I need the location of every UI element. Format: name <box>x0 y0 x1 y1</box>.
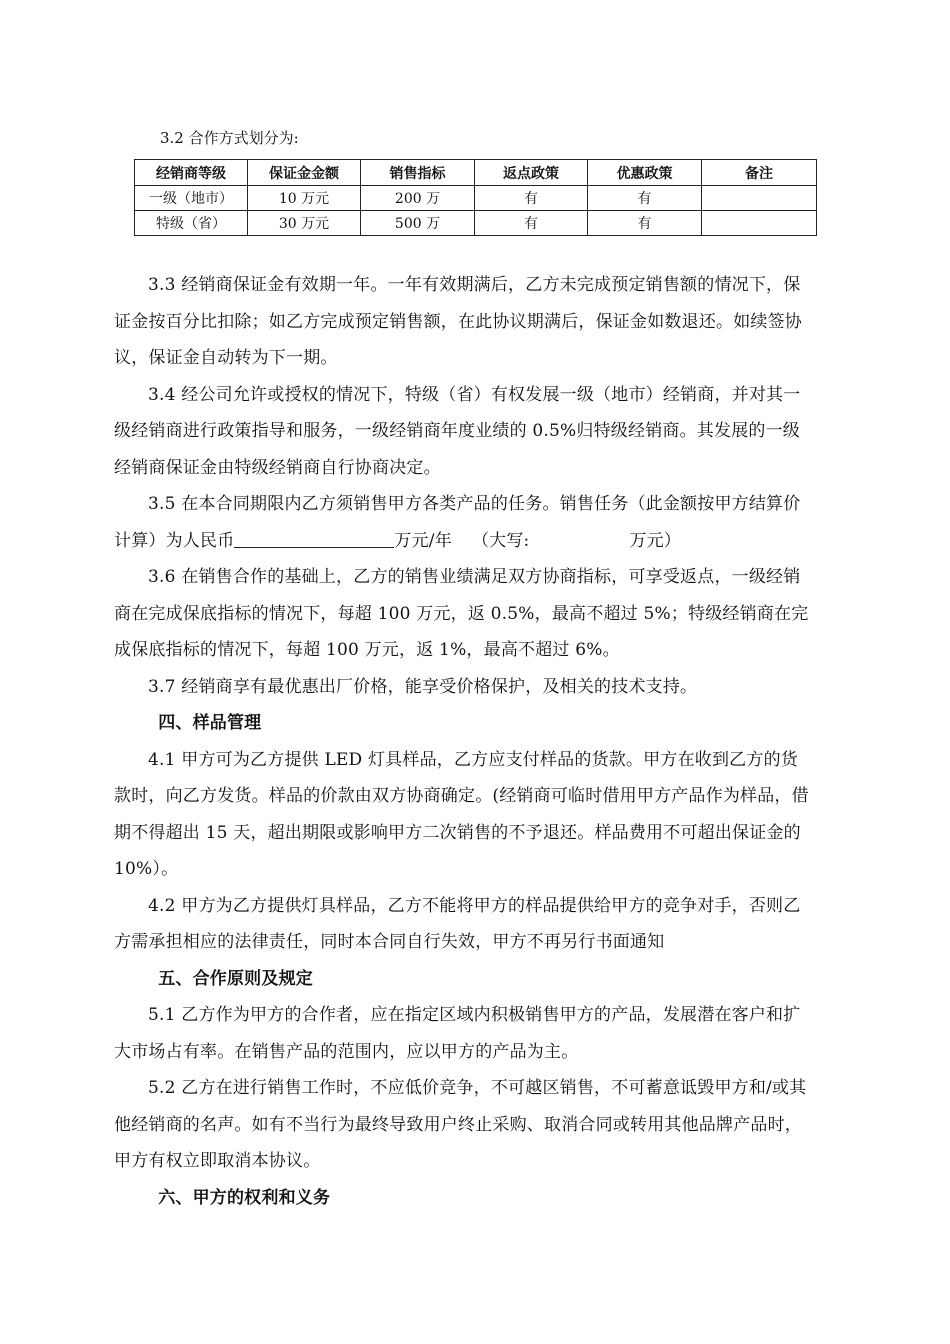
heading-cooperation-principles: 五、合作原则及规定 <box>158 968 313 989</box>
table-row <box>135 211 817 236</box>
table-cell: 有 <box>588 211 702 236</box>
table-cell: 500 万 <box>361 211 475 236</box>
paragraph-3-5 <box>114 486 814 559</box>
table-cell: 30 万元 <box>248 211 361 236</box>
section-3-2-intro: 3.2 合作方式划分为: <box>160 129 299 147</box>
header-deposit-amount: 保证金金额 <box>248 160 361 186</box>
paragraph-3-3: 3.3 经销商保证金有效期一年。一年有效期满后，乙方未完成预定销售额的情况下，保证金按百分比扣除；如乙方完成预定销售额，在此协议期满后，保证金如数退还。如续签协议，保证金自动转为下一期。 <box>114 275 802 368</box>
table-row <box>135 186 817 211</box>
contract-body <box>114 267 814 1216</box>
table-header-row <box>135 160 817 186</box>
table-cell: 200 万 <box>361 186 475 211</box>
paragraph-5-2: 5.2 乙方在进行销售工作时，不应低价竞争，不可越区销售，不可蓄意诋毁甲方和/或其他经销商的名声。如有不当行为最终导致用户终止采购、取消合同或转用其他品牌产品时，甲方有权立即取消本协议。 <box>114 1078 807 1171</box>
table-cell: 特级（省） <box>135 211 248 236</box>
paragraph-5-1: 5.1 乙方作为甲方的合作者，应在指定区域内积极销售甲方的产品，发展潜在客户和扩大市场占有率。在销售产品的范围内，应以甲方的产品为主。 <box>114 1005 801 1062</box>
paragraph-4-2: 4.2 甲方为乙方提供灯具样品，乙方不能将甲方的样品提供给甲方的竞争对手，否则乙方需承担相应的法律责任，同时本合同自行失效，甲方不再另行书面通知 <box>114 895 801 952</box>
header-remarks: 备注 <box>702 160 817 186</box>
header-rebate-policy: 返点政策 <box>475 160 588 186</box>
paragraph-3-4: 3.4 经公司允许或授权的情况下，特级（省）有权发展一级（地市）经销商，并对其一级经销商进行政策指导和服务，一级经销商年度业绩的 0.5%归特级经销商。其发展的一级经销商保证金由特级经销商自行协商决定。 <box>114 384 801 478</box>
table-cell: 有 <box>475 211 588 236</box>
header-discount-policy: 优惠政策 <box>588 160 702 186</box>
header-sales-target: 销售指标 <box>361 160 475 186</box>
table-cell <box>702 211 817 236</box>
paragraph-3-5-unit: 万元/年 <box>394 530 452 551</box>
table-cell: 一级（地市） <box>135 186 248 211</box>
table-cell: 有 <box>588 186 702 211</box>
table-cell <box>702 186 817 211</box>
paragraph-3-6: 3.6 在销售合作的基础上，乙方的销售业绩满足双方协商指标，可享受返点，一级经销商在完成保底指标的情况下，每超 100 万元，返 0.5%，最高不超过 5%；特级经销商在完成保底指标的情况下，每超 100 万元，返 1%，最高不超过 6%。 <box>114 567 809 660</box>
paragraph-3-5-capital-unit: 万元） <box>629 530 682 551</box>
paragraph-4-1: 4.1 甲方可为乙方提供 LED 灯具样品，乙方应支付样品的货款。甲方在收到乙方的货款时，向乙方发货。样品的价款由双方协商确定。(经销商可临时借用甲方产品作为样品，借期不得超出 15 天，超出期限或影响甲方二次销售的不予退还。样品费用不可超出保证金的 10%）。 <box>114 749 809 879</box>
paragraph-3-5-text: 3.5 在本合同期限内乙方须销售甲方各类产品的任务。销售任务（此金额按甲方结算价计算）为人民币 <box>114 494 801 551</box>
heading-sample-management: 四、样品管理 <box>158 713 262 733</box>
paragraph-3-7: 3.7 经销商享有最优惠出厂价格，能享受价格保护，及相关的技术支持。 <box>148 676 698 697</box>
dealer-level-table <box>134 159 817 236</box>
table-cell: 10 万元 <box>248 186 361 211</box>
table-cell: 有 <box>475 186 588 211</box>
paragraph-3-5-capital-label: （大写: <box>471 530 530 551</box>
header-dealer-level: 经销商等级 <box>135 160 248 186</box>
amount-blank-line <box>234 529 394 548</box>
heading-party-a-rights: 六、甲方的权利和义务 <box>158 1187 331 1208</box>
